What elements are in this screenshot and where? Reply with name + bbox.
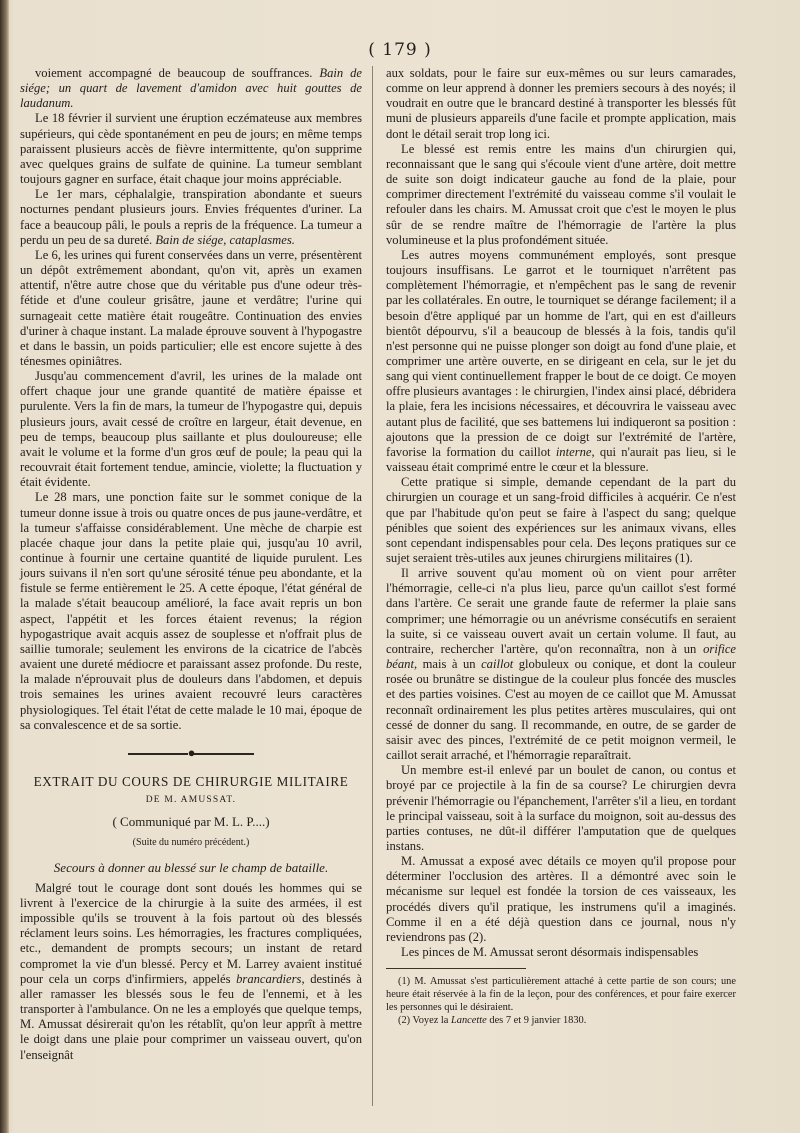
paragraph: Les pinces de M. Amussat seront désormais indispensables [401, 945, 699, 960]
paragraph: Les autres moyens communément employés, sont presque toujours insuffisans. Le garrot et le tourniquet n'arrêtent pas complètement l'hémorragie, et n'empêchent pas le sang de revenir par les collatérales. En outre, le tourniquet se dérange facilement; il a besoin d'être appliqué par un homme de l'art, qui en est d'ailleurs bientôt dépourvu, s'il a beaucoup de blessés à la fois, tandis qu'il n'est personne qui ne puisse plonger son doigt au fond d'une plaie, et comprimer une artère ouverte, en se dirigeant en cela, sur le jet du sang qui vient continuellement frapper le bout de ce doigt. Ce moyen offre plusieurs avantages : le chirurgien, l'index ainsi placé, débridera la plaie, fera les incisions nécessaires, et découvrira le vaisseau avec autant plus de facilité, que ses battemens lui indiqueront sa position : ajoutons que la pression de ce doigt sur l'extrémité de l'artère, favorise la formation du caillot interne, qui n'aurait pas lieu, si le vaisseau était comprimé entre le cœur et la blessure. [386, 247, 736, 475]
page-number: ( 179 ) [368, 40, 432, 60]
section-ornament: ● [20, 745, 362, 760]
communication-note: ( Communiqué par M. L. P....) [112, 814, 270, 830]
left-paragraphs-2 [20, 881, 362, 1063]
paragraph: M. Amussat a exposé avec détails ce moyen qu'il propose pour déterminer l'occlusion des artères. Il a démontré avec soin le mécanisme sur lequel est fondée la torsion de ces vaisseaux, les procédés divers qu'il pratique, les instrumens qu'il a imaginés. Comme il en a été déjà question dans ce journal, nous n'y reviendrons pas (2). [386, 854, 736, 944]
suite-note: (Suite du numéro précédent.) [132, 836, 250, 848]
footnotes [386, 975, 736, 1027]
left-column [20, 66, 362, 1063]
paragraph: Un membre est-il enlevé par un boulet de canon, ou contus et broyé par ce projectile à la fin de sa course? Le chirurgien devra prévenir l'hémorragie ou l'épanchement, l'arrêter s'il a lieu, en tordant le principal vaisseau, soit à la surface du moignon, soit au-dessus des parties contuses, ne dût-il différer l'amputation que de quelques instans. [386, 763, 736, 853]
paragraph: Le 18 février il survient une éruption eczémateuse aux membres supérieurs, qui cède spontanément en peu de jours; en même temps paraissent plusieurs accès de fièvre intermittente, qu'on supprime avec quelques grains de sulfate de quinine. La tumeur semblant toujours gagner en surface, était chaque jour moins appréciable. [20, 111, 362, 187]
footnote: (1) M. Amussat s'est particulièrement attaché à cette partie de son cours; une heure était réservée à la fin de la leçon, pour des conférences, et pour faire exercer les personnes qui le désiraient. [386, 976, 736, 1014]
right-paragraphs [386, 66, 736, 960]
paragraph: Le 28 mars, une ponction faite sur le sommet conique de la tumeur donne issue à trois ou quatre onces de pus jaune-verdâtre, et la tumeur s'affaisse considérablement. Une mèche de charpie est placée chaque jour dans la petite plaie qui, jusqu'au 10 avril, continue à fournir une certaine quantité de liquide purulent. Les jours suivans il n'en sort qu'une sérosité ténue peu abondante, et la fistule se ferme entièrement le 25. A cette époque, l'état général de la malade s'était beaucoup amélioré, la face avait repris un bon aspect, l'appétit et les forces étaient revenus; la région hypogastrique avait acquis assez de souplesse et n'offrait plus de saillie tumorale; seulement les environs de la cicatrice de l'abcès avaient une dureté médiocre et paraissant assez profonde. Du reste, la malade n'éprouvait plus de douleurs dans l'abdomen, et depuis trois semaines les urines avaient recouvré leurs caractères physiologiques. Tel était l'état de cette malade le 10 mai, époque de sa convalescence et de sa sortie. [20, 490, 362, 732]
left-paragraphs [20, 66, 362, 733]
footnote: (2) Voyez la Lancette des 7 et 9 janvier 1830. [398, 1015, 587, 1027]
section-title: EXTRAIT DU COURS DE CHIRURGIE MILITAIRE [33, 774, 349, 790]
section-subtitle: Secours à donner au blessé sur le champ de bataille. [53, 859, 329, 875]
section-author: DE M. AMUSSAT. [145, 795, 237, 806]
column-divider [372, 66, 373, 1106]
paragraph: Le blessé est remis entre les mains d'un chirurgien qui, reconnaissant que le sang qui s'écoule vient d'une artère, doit mettre de suite son doigt indicateur gauche au fond de la plaie, pour comprimer directement l'extrémité du vaisseau comme s'il voulait le refouler dans les chairs. M. Amussat croit que c'est le moyen le plus sûr de se rendre maître de l'hémorragie de l'artère la plus volumineuse et la plus profondément située. [386, 141, 736, 247]
right-column [386, 66, 736, 1027]
paragraph: aux soldats, pour le faire sur eux-mêmes ou sur leurs camarades, comme on leur apprend à donner les premiers secours à des noyés; il voudrait en outre que le brancard destiné à transporter les blessés fût muni de plusieurs appareils d'une facile et prompte application, mais dont le détail serait trop long ici. [386, 66, 736, 141]
paragraph: Le 1er mars, céphalalgie, transpiration abondante et sueurs nocturnes pendant plusieurs jours. Envies fréquentes d'uriner. La face a beaucoup pâli, le pouls a repris de la fréquence. La tumeur a perdu un peu de sa dureté. Bain de siége, cataplasmes. [20, 187, 362, 247]
paragraph: Malgré tout le courage dont sont doués les hommes qui se livrent à l'exercice de la chirurgie à la suite des armées, il est impossible qu'ils se trouvent à la fois partout où des blessés réclament leurs soins. Les hémorragies, les fractures compliquées, etc., demandent de prompts secours; un instant de retard compromet la vie d'un blessé. Percy et M. Larrey avaient institué pour cela un corps d'infirmiers, appelés brancardiers, destinés à aller ramasser les blessés sous le feu de l'ennemi, et à les transporter à l'ambulance. On ne les a employés que quelque temps, M. Amussat désirerait qu'on les rétablît, qu'on leur apprît à mettre le doigt dans une plaie pour comprimer un vaisseau ouvert, qu'on l'enseignât [20, 880, 362, 1062]
paragraph: voiement accompagné de beaucoup de souffrances. Bain de siége; un quart de lavement d'amidon avec huit gouttes de laudanum. [20, 66, 362, 111]
paragraph: Jusqu'au commencement d'avril, les urines de la malade ont offert chaque jour une grande quantité de matière épaisse et purulente. Vers la fin de mars, la tumeur de l'hypogastre qui, depuis plusieurs jours, avait cessé de croître en largeur, était devenue, en peu de temps, beaucoup plus saillante et plus douloureuse; elle avait le volume et la forme d'un gros œuf de poule; la peau qui la recouvrait était fortement tendue, amincie, violette; la fluctuation y était évidente. [20, 369, 362, 490]
paragraph: Cette pratique si simple, demande cependant de la part du chirurgien un courage et un sang-froid difficiles à acquérir. Ce n'est que par l'habitude qu'on peut se faire à l'aspect du sang; quelque pénibles que soient des expériences sur les animaux vivans, elles sont cependant indispensables pour cela. Des leçons pratiques sur ce sujet seraient très-utiles aux jeunes chirurgiens militaires (1). [386, 475, 736, 565]
footnote-rule [386, 968, 526, 969]
paragraph: Le 6, les urines qui furent conservées dans un verre, présentèrent un dépôt extrêmement abondant, qu'on vit, après un examen attentif, n'être autre chose que du véritable pus d'une odeur très-fétide et d'une couleur grisâtre, jaune et verdâtre; l'urine qui surnageait cette matière était rougeâtre. Continuation des envies d'uriner à chaque instant. La malade éprouve souvent à l'hypogastre et dans le bassin, un poids particulier; elle est encore sujette à des ténesmes opiniâtres. [20, 247, 362, 368]
paragraph: Il arrive souvent qu'au moment où on vient pour arrêter l'hémorragie, celle-ci n'a plus lieu, parce qu'un caillot s'est formé dans l'artère. Ce serait une grande faute de refermer la plaie sans comprimer; une hémorragie ou un anévrisme consécutifs en seraient la suite, si ce vaisseau ouvert avait un certain volume. Il faut, au contraire, rechercher l'artère, qu'on reconnaîtra, non à un orifice béant, mais à un caillot globuleux ou conique, et dont la couleur rosée ou brunâtre se distingue de la couleur plus foncée des muscles et des parties voisines. C'est au moyen de ce caillot que M. Amussat reconnaît ordinairement les plus petites artères musculaires, qui ont cessé de donner du sang. Il recommande, en outre, de se garder de saisir avec des pinces, l'extrémité de ce petit moignon vermeil, le caillot serait arraché, et l'hémorragie reparaîtrait. [386, 566, 736, 763]
page-binding-edge [0, 0, 9, 1133]
